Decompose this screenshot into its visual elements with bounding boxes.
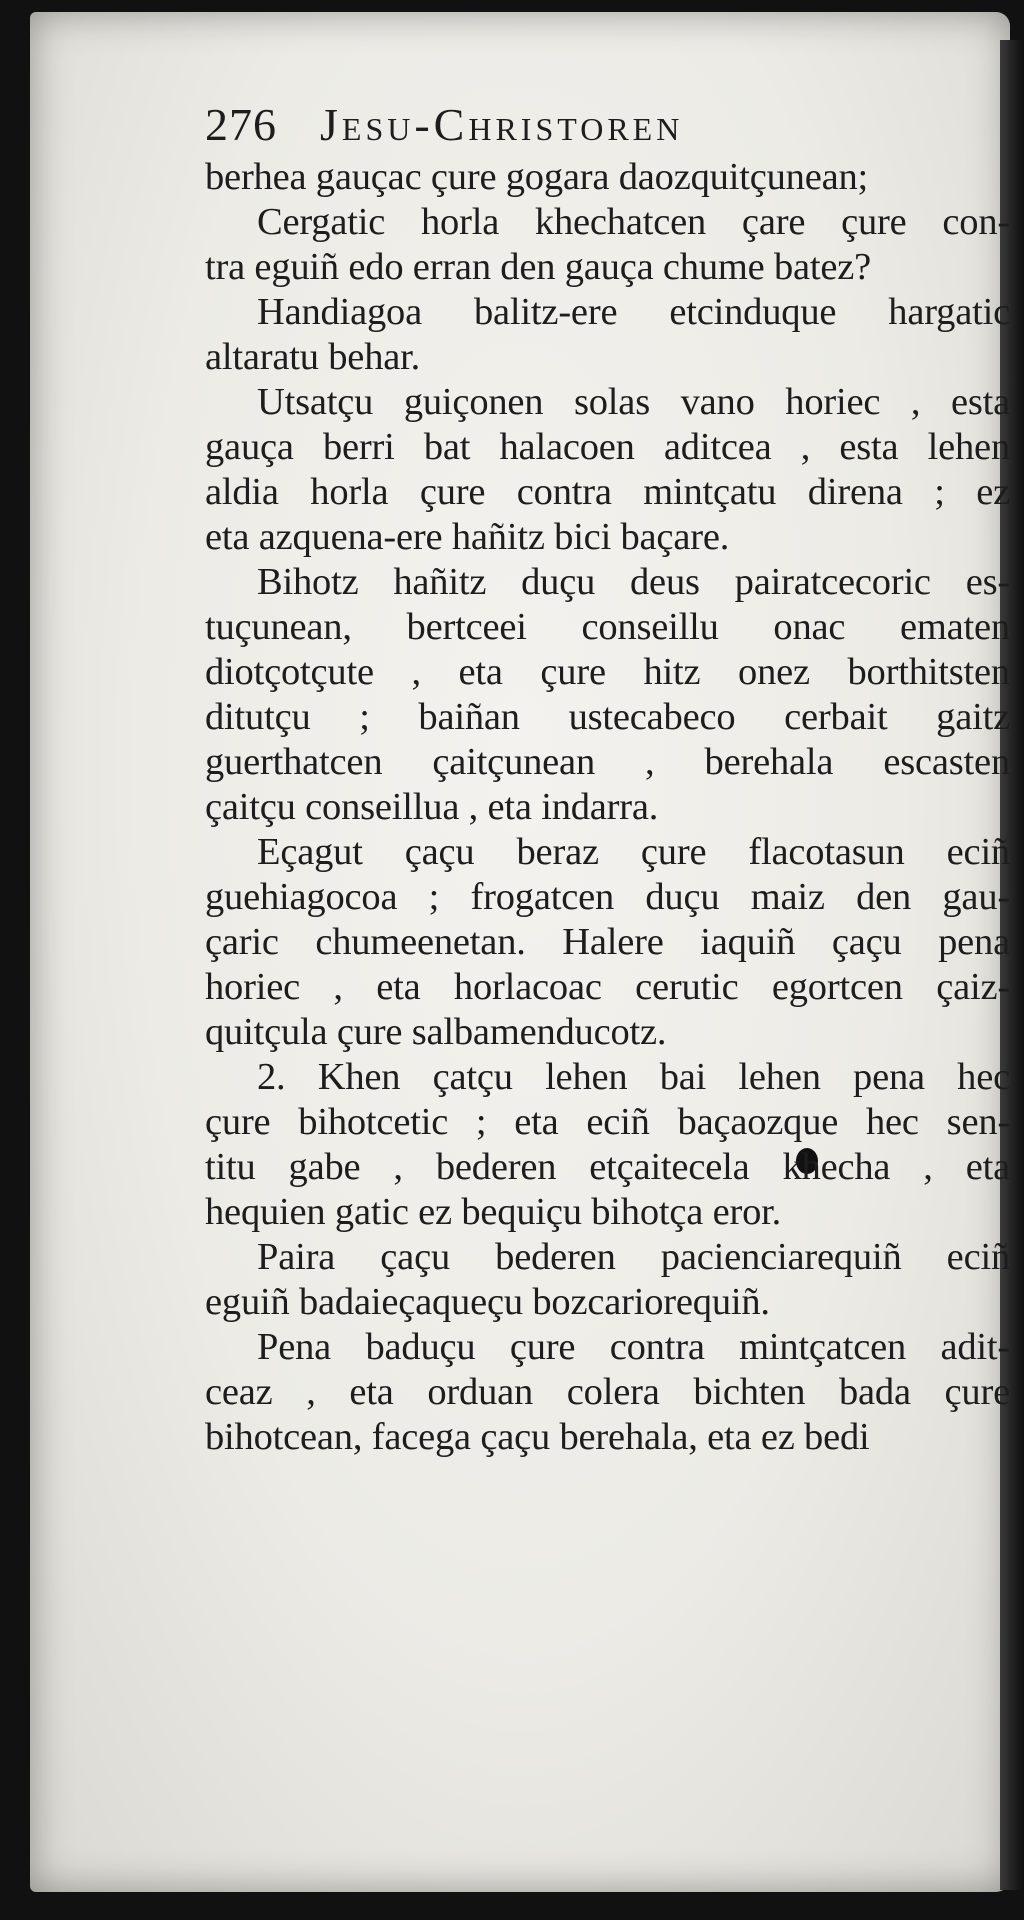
body-text (205, 155, 1010, 1460)
paragraph (205, 560, 1010, 830)
text-line: bihotcean, facega çaçu berehala, eta ez bedi (205, 1416, 870, 1458)
running-title: Jesu-Christoren (320, 99, 684, 150)
text-line: çaitçu conseillua , eta indarra. (205, 786, 659, 828)
text-line: Cergatic horla khechatcen çare çure con- (257, 201, 1010, 243)
text-line: aldia horla çure contra mintçatu direna ; ez (205, 471, 1010, 513)
text-line: tuçunean, bertceei conseillu onac ematen (205, 606, 1010, 648)
text-line: guehiagocoa ; frogatcen duçu maiz den gau- (205, 876, 1010, 918)
text-line: 2. Khen çatçu lehen bai lehen pena hec (257, 1056, 1010, 1098)
text-line: Bihotz hañitz duçu deus pairatcecoric es- (257, 561, 1010, 603)
text-line: Pena baduçu çure contra mintçatcen adit- (257, 1326, 1010, 1368)
paragraph (205, 200, 1010, 290)
text-line: Handiagoa balitz-ere etcinduque hargatic (257, 291, 1010, 333)
paragraph (205, 1055, 1010, 1235)
text-line: gauça berri bat halacoen aditcea , esta lehen (205, 426, 1010, 468)
text-line: Eçagut çaçu beraz çure flacotasun eciñ (257, 831, 1010, 873)
paragraph (205, 1235, 1010, 1325)
text-line: tra eguiñ edo erran den gauça chume batez? (205, 246, 872, 288)
text-line: guerthatcen çaitçunean , berehala escasten (205, 741, 1010, 783)
text-line: çaric chumeenetan. Halere iaquiñ çaçu pena (205, 921, 1010, 963)
paragraph (205, 290, 1010, 380)
running-header (205, 95, 1010, 155)
page-text (205, 95, 1010, 1460)
text-line: eguiñ badaieçaqueçu bozcariorequiñ. (205, 1281, 770, 1323)
text-line: altaratu behar. (205, 336, 421, 378)
text-line: ceaz , eta orduan colera bichten bada çure (205, 1371, 1010, 1413)
text-line: ditutçu ; baiñan ustecabeco cerbait gaitz (205, 696, 1010, 738)
text-line: titu gabe , bederen etçaitecela khecha , eta (205, 1146, 1010, 1188)
paragraph (205, 155, 1010, 200)
text-line: hequien gatic ez bequiçu bihotça eror. (205, 1191, 782, 1233)
text-line: horiec , eta horlacoac cerutic egortcen çaiz- (205, 966, 1010, 1008)
paragraph (205, 830, 1010, 1055)
text-line: Paira çaçu bederen pacienciarequiñ eciñ (257, 1236, 1010, 1278)
paragraph (205, 380, 1010, 560)
text-line: berhea gauçac çure gogara daozquitçunean; (205, 156, 869, 198)
text-line: çure bihotcetic ; eta eciñ baçaozque hec sen- (205, 1101, 1010, 1143)
text-line: eta azquena-ere hañitz bici baçare. (205, 516, 730, 558)
text-line: Utsatçu guiçonen solas vano horiec , esta (257, 381, 1010, 423)
page-number: 276 (205, 99, 277, 150)
paragraph (205, 1325, 1010, 1460)
text-line: quitçula çure salbamenducotz. (205, 1011, 667, 1053)
text-line: diotçotçute , eta çure hitz onez borthitsten (205, 651, 1010, 693)
